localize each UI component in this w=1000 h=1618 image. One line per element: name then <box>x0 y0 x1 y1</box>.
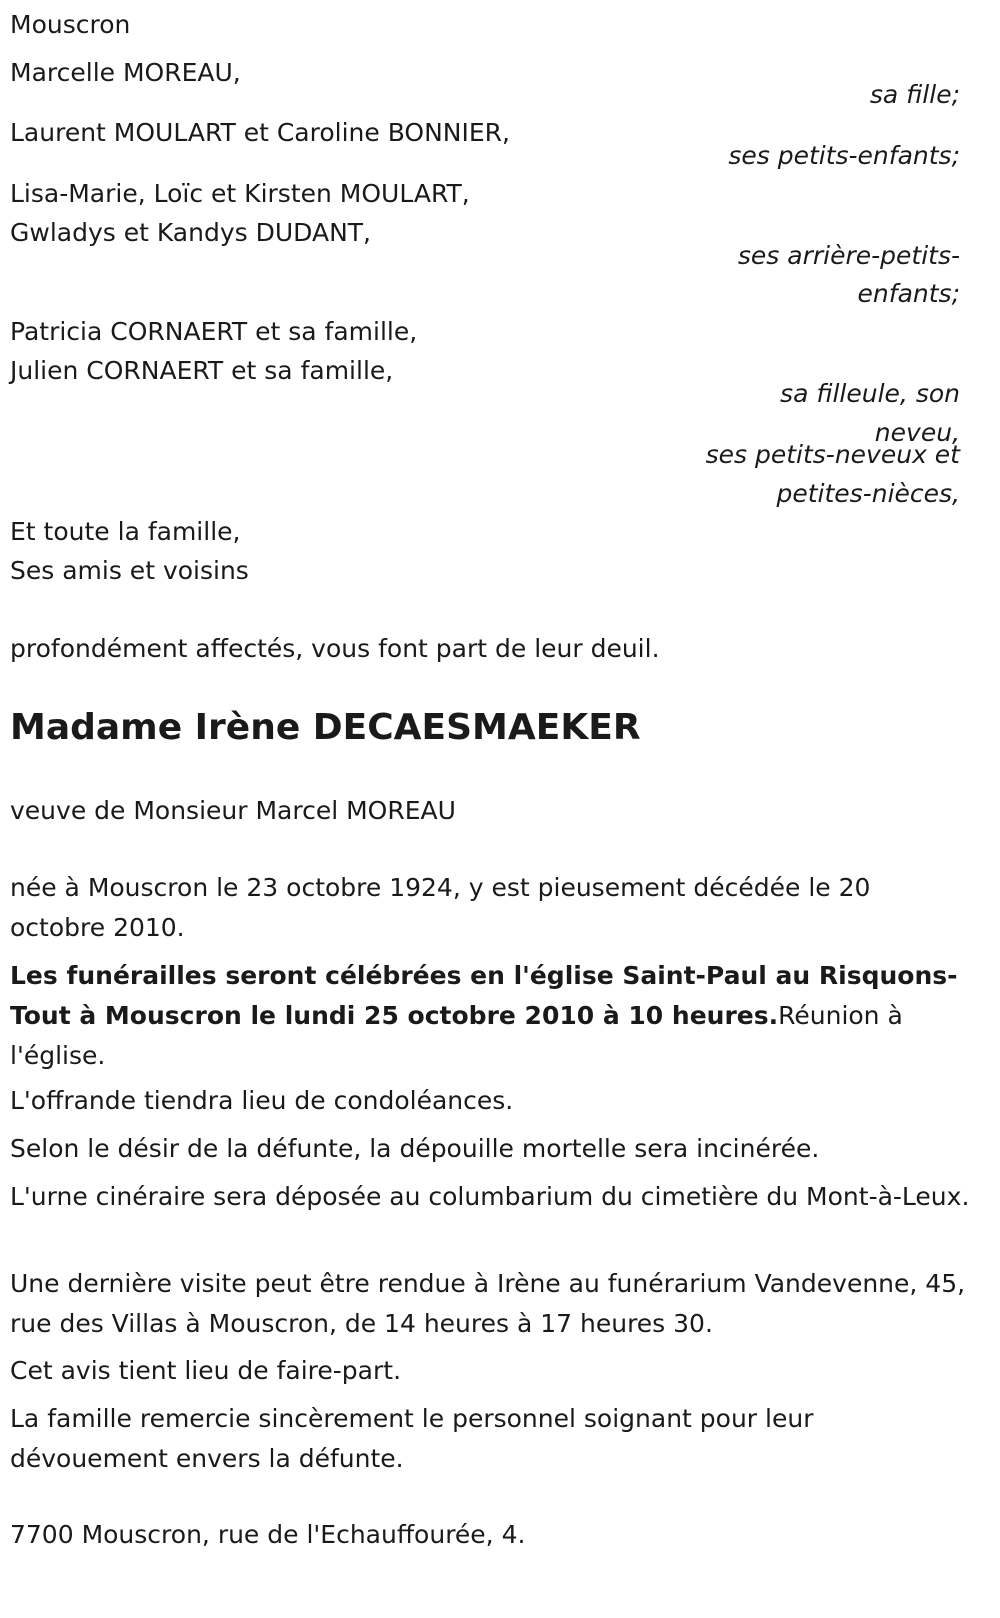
great-grandchildren-line-2: Gwladys et Kandys DUDANT, <box>10 218 371 247</box>
visit-text: Une dernière visite peut être rendue à Irène au funérarium Vandevenne, 45, rue des Villas à Mouscron, de 14 heures à 17 heures 30. <box>10 1269 966 1338</box>
thanks-text: La famille remercie sincèrement le personnel soignant pour leur dévouement envers la défunte. <box>10 1404 814 1473</box>
funeral-gathering: Réunion à l'église. <box>10 1001 903 1070</box>
birth-death-text: née à Mouscron le 23 octobre 1924, y est pieusement décédée le 20 octobre 2010. <box>10 873 871 942</box>
grandchildren-names: Laurent MOULART et Caroline BONNIER, <box>10 118 510 147</box>
funeral-paragraph <box>10 956 970 1076</box>
daughter-role: sa fille; <box>869 80 960 109</box>
offering-text: L'offrande tiendra lieu de condoléances. <box>10 1086 514 1115</box>
urn-text: L'urne cinéraire sera déposée au columbarium du cimetière du Mont-à-Leux. <box>10 1182 970 1211</box>
daughter-name: Marcelle MOREAU, <box>10 58 241 87</box>
funeral-details-bold: Les funérailles seront célébrées en l'église Saint-Paul au Risquons-Tout à Mouscron le lundi 25 octobre 2010 à 10 heures. <box>10 961 958 1030</box>
godchild-role-line-2: neveu, <box>874 418 960 447</box>
others-line-1: Et toute la famille, <box>10 517 241 546</box>
address-text: 7700 Mouscron, rue de l'Echauffourée, 4. <box>10 1520 526 1549</box>
deceased-name: Madame Irène DECAESMAEKER <box>10 707 641 748</box>
great-grandchildren-role-line-2: enfants; <box>857 279 960 308</box>
godchild-line-2: Julien CORNAERT et sa famille, <box>10 356 394 385</box>
great-grandchildren-role-line-1: ses arrière-petits- <box>737 241 960 270</box>
announcement-text: profondément affectés, vous font part de leur deuil. <box>10 634 660 663</box>
nephews-role-line-2: petites-nièces, <box>776 479 960 508</box>
city-heading: Mouscron <box>10 10 131 39</box>
great-grandchildren-line-1: Lisa-Marie, Loïc et Kirsten MOULART, <box>10 179 470 208</box>
grandchildren-role: ses petits-enfants; <box>728 141 960 170</box>
others-line-2: Ses amis et voisins <box>10 556 249 585</box>
nephews-role-line-1: ses petits-neveux et <box>705 440 960 469</box>
widow-of-text: veuve de Monsieur Marcel MOREAU <box>10 796 456 825</box>
notice-text: Cet avis tient lieu de faire-part. <box>10 1356 402 1385</box>
godchild-line-1: Patricia CORNAERT et sa famille, <box>10 317 418 346</box>
godchild-role-line-1: sa filleule, son <box>780 379 960 408</box>
cremation-text: Selon le désir de la défunte, la dépouille mortelle sera incinérée. <box>10 1134 820 1163</box>
